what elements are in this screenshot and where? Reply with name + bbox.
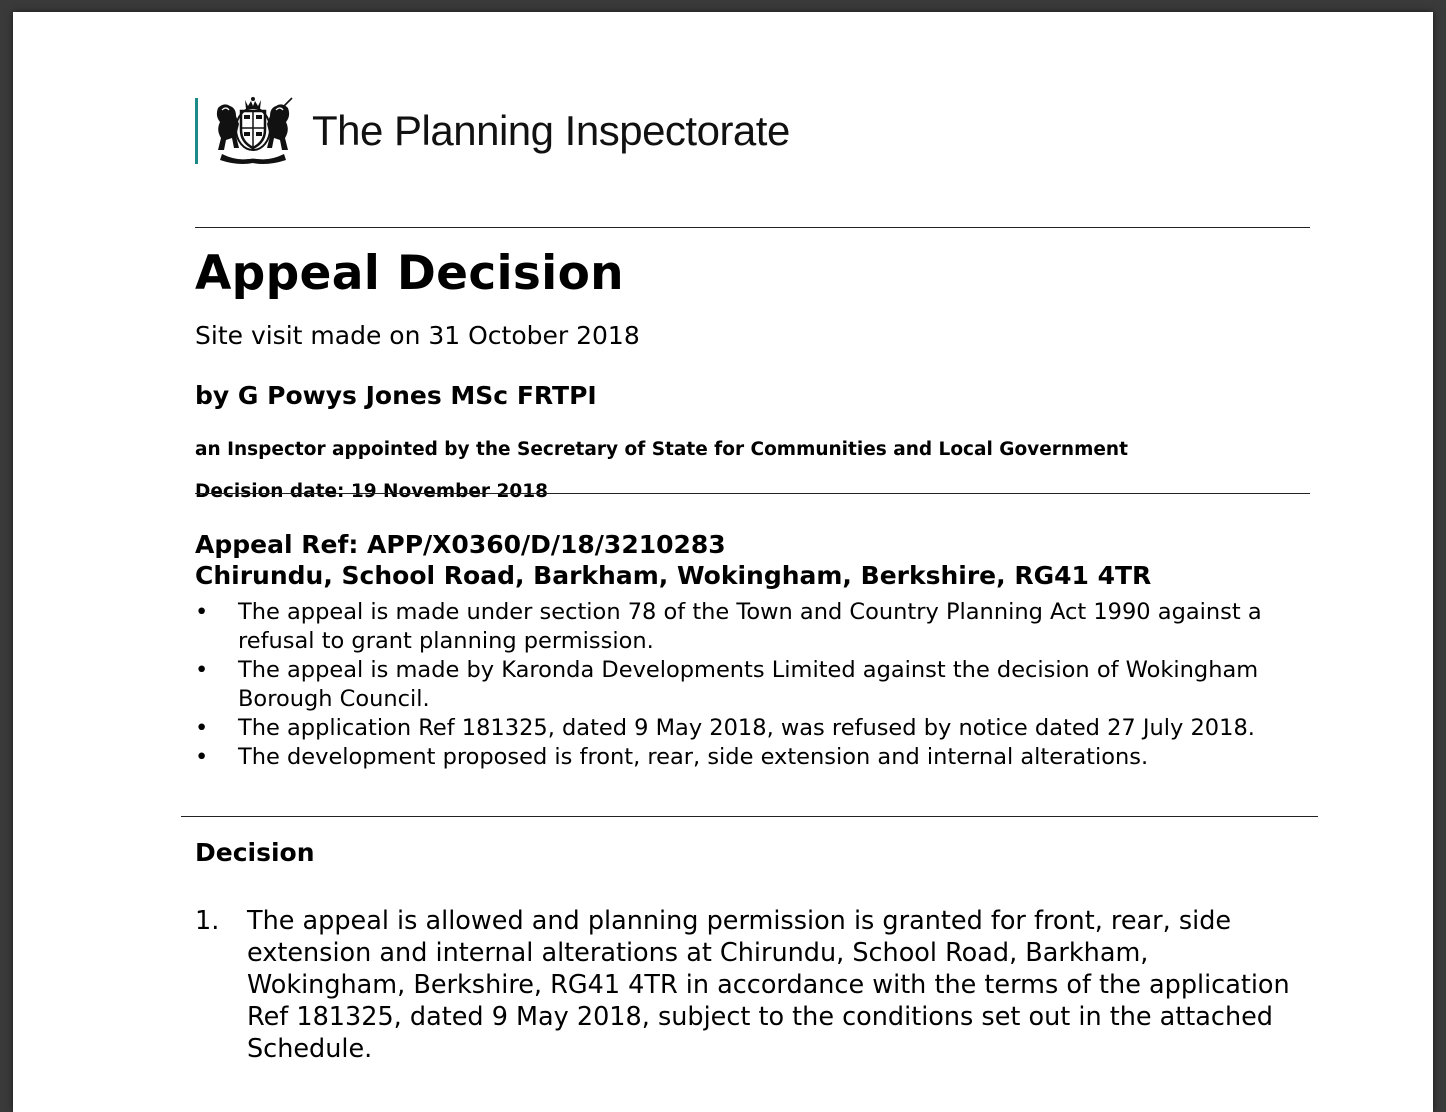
bullet-marker: • [195,744,209,770]
royal-coat-of-arms-icon [212,96,294,166]
summary-box-divider [181,816,1318,817]
appeal-reference-block [195,529,1151,591]
decision-date-divider [195,493,1310,494]
bullet-marker: • [195,599,209,625]
paragraph-number: 1. [195,906,220,936]
bullet-marker: • [195,657,209,683]
list-item-text: The appeal is made under section 78 of the Town and Country Planning Act 1990 against a refusal to grant planning permission. [238,599,1262,654]
bullet-marker: • [195,715,209,741]
list-item-text: The appeal is made by Karonda Developments Limited against the decision of Wokingham Borough Council. [238,657,1259,712]
decision-date: Decision date: 19 November 2018 [195,481,548,502]
decision-paragraph [195,905,1300,1065]
appeal-details-list [195,598,1275,772]
appeal-reference: Appeal Ref: APP/X0360/D/18/3210283 [195,530,726,559]
inspector-appointment: an Inspector appointed by the Secretary of State for Communities and Local Government [195,439,1128,460]
logo-accent-bar [195,98,198,164]
site-address: Chirundu, School Road, Barkham, Wokingham, Berkshire, RG41 4TR [195,561,1152,590]
list-item [195,598,1275,656]
organisation-name: The Planning Inspectorate [312,107,790,154]
list-item [195,714,1275,743]
paragraph-text: The appeal is allowed and planning permission is granted for front, rear, side extension and internal alterations at Chirundu, School Road, Barkham, Wokingham, Berkshire, RG41 4TR in accordance with the terms of the application Ref 181325, dated 9 May 2018, subject to the conditions set out in the attached Schedule. [247,906,1290,1064]
list-item [195,743,1275,772]
list-item [195,656,1275,714]
inspector-name: by G Powys Jones MSc FRTPI [195,381,597,410]
header-divider [195,227,1310,228]
document-page [13,12,1433,1112]
site-visit-date: Site visit made on 31 October 2018 [195,321,640,350]
page-title: Appeal Decision [195,246,624,301]
decision-heading: Decision [195,838,315,867]
list-item-text: The application Ref 181325, dated 9 May 2018, was refused by notice dated 27 July 2018. [238,715,1255,741]
header-logo [195,96,790,166]
list-item-text: The development proposed is front, rear, side extension and internal alterations. [238,744,1149,770]
